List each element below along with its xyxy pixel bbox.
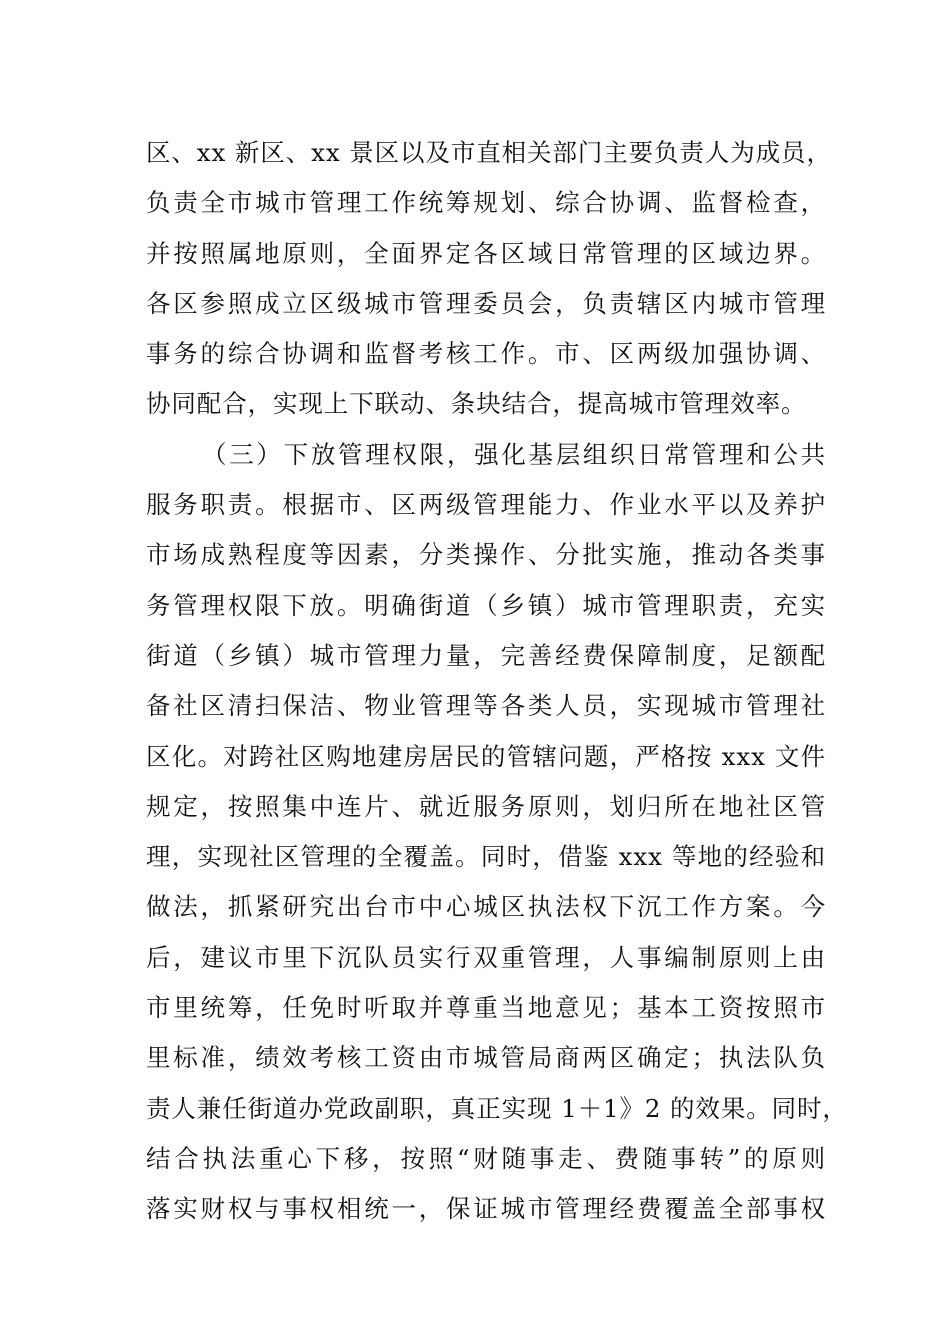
document-body	[146, 128, 848, 1235]
text-line: 里标准，绩效考核工资由市城管局商两区确定；执法队负	[146, 1043, 826, 1073]
text-line: 务管理权限下放。明确街道（乡镇）城市管理职责，充实	[146, 590, 826, 620]
text-line: 责人兼任街道办党政副职，真正实现 1＋1》2 的效果。同时，	[146, 1093, 848, 1123]
text-line: 备社区清扫保洁、物业管理等各类人员，实现城市管理社	[146, 691, 826, 721]
text-line: 后，建议市里下沉队员实行双重管理，人事编制原则上由	[146, 942, 826, 972]
text-line: 市里统筹，任免时听取并尊重当地意见；基本工资按照市	[146, 993, 826, 1023]
text-line: 规定，按照集中连片、就近服务原则，划归所在地社区管	[146, 791, 826, 821]
text-line: 落实财权与事权相统一，保证城市管理经费覆盖全部事权	[146, 1194, 826, 1224]
text-line: 结合执法重心下移，按照“财随事走、费随事转”的原则	[146, 1143, 826, 1173]
text-line: 负责全市城市管理工作统筹规划、综合协调、监督检查，	[146, 188, 826, 218]
text-line: 区、xx 新区、xx 景区以及市直相关部门主要负责人为成员，	[146, 138, 832, 167]
text-line: 市场成熟程度等因素，分类操作、分批实施，推动各类事	[146, 540, 826, 570]
text-line: 街道（乡镇）城市管理力量，完善经费保障制度，足额配	[146, 640, 826, 670]
text-line: 区化。对跨社区购地建房居民的管辖问题，严格按 xxx 文件	[146, 741, 826, 771]
text-line: 各区参照成立区级城市管理委员会，负责辖区内城市管理	[146, 288, 826, 318]
text-line: 服务职责。根据市、区两级管理能力、作业水平以及养护	[146, 490, 826, 520]
text-line: 做法，抓紧研究出台市中心城区执法权下沉工作方案。今	[146, 892, 826, 922]
section-heading-line: （三）下放管理权限，强化基层组织日常管理和公共	[202, 439, 826, 469]
text-line: 理，实现社区管理的全覆盖。同时，借鉴 xxx 等地的经验和	[146, 842, 826, 872]
text-line: 协同配合，实现上下联动、条块结合，提高城市管理效率。	[146, 389, 807, 419]
text-line: 事务的综合协调和监督考核工作。市、区两级加强协调、	[146, 339, 826, 369]
text-line: 并按照属地原则，全面界定各区域日常管理的区域边界。	[146, 238, 826, 268]
